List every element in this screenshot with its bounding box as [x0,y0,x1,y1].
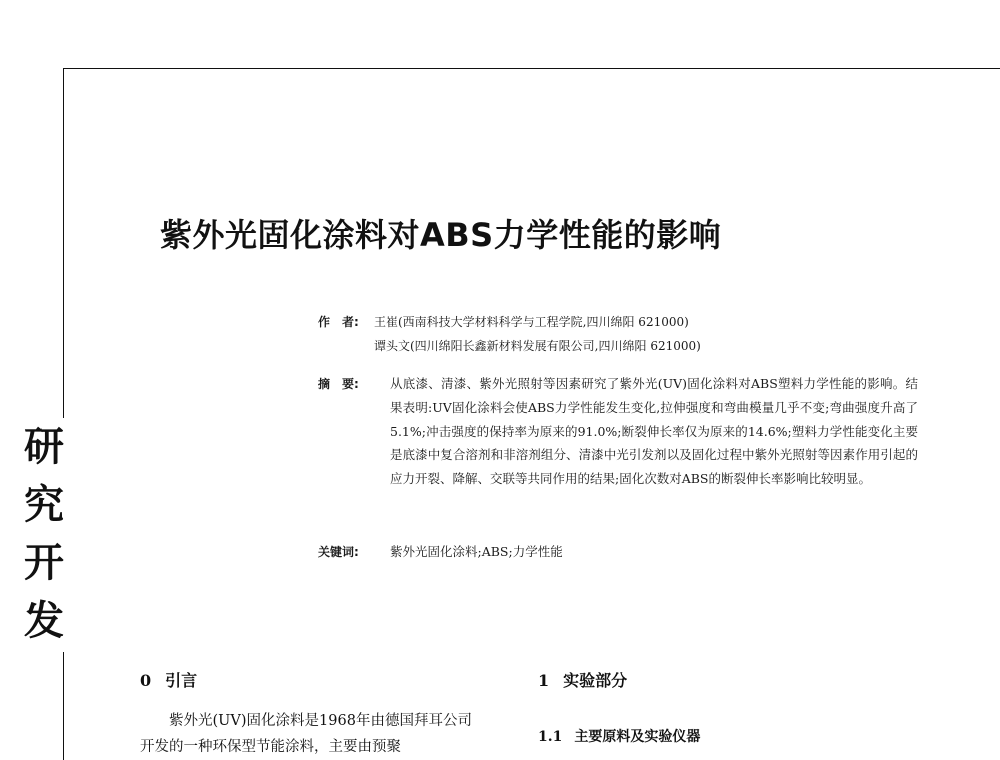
side-label-char-4: 发 [24,598,64,644]
side-label-char-1: 研 [24,424,64,470]
side-label-char-3: 开 [24,540,64,586]
intro-paragraph: 紫外光(UV)固化涂料是1968年由德国拜耳公司开发的一种环保型节能涂料，主要由预聚 [140,713,472,755]
experiment-heading-title: 实验部分 [563,671,628,690]
experiment-heading [538,668,627,691]
keywords-text: 紫外光固化涂料;ABS;力学性能 [390,544,563,559]
intro-heading-title: 引言 [165,671,198,690]
author-line-1: 王崔(西南科技大学材料科学与工程学院,四川绵阳 621000) [374,315,689,329]
left-rule-lower [63,652,64,760]
materials-subheading-title: 主要原料及实验仪器 [574,729,701,745]
intro-heading-number: 0 [140,671,152,690]
top-rule [63,68,1000,69]
abstract-block [318,372,918,491]
keywords-block [318,540,838,564]
keywords-label: 关键词: [318,545,359,559]
abstract-label: 摘 要: [318,377,359,391]
materials-subheading [538,726,700,746]
paper-title: 紫外光固化涂料对ABS力学性能的影响 [160,216,722,254]
abstract-text: 从底漆、清漆、紫外光照射等因素研究了紫外光(UV)固化涂料对ABS塑料力学性能的影响。结果表明:UV固化涂料会使ABS力学性能发生变化,拉伸强度和弯曲模量几乎不变;弯曲强度升高了5.1%;冲击强度的保持率为原来的91.0%;断裂伸长率仅为原来的14.6%;塑料力学性能变化主要是底漆中复合溶剂和非溶剂组分、清漆中光引发剂以及固化过程中紫外光照射等因素作用引起的应力开裂、降解、交联等共同作用的结果;固化次数对ABS的断裂伸长率影响比较明显。 [390,376,918,487]
left-rule-upper [63,68,64,418]
intro-heading [140,668,197,691]
section-side-label [22,418,66,650]
experiment-heading-number: 1 [538,671,550,690]
authors-label: 作 者: [318,315,359,329]
author-line-2: 谭头文(四川绵阳长鑫新材料发展有限公司,四川绵阳 621000) [374,339,701,353]
side-label-char-2: 究 [24,482,64,528]
materials-subheading-number: 1.1 [538,729,563,745]
authors-block [318,310,738,358]
